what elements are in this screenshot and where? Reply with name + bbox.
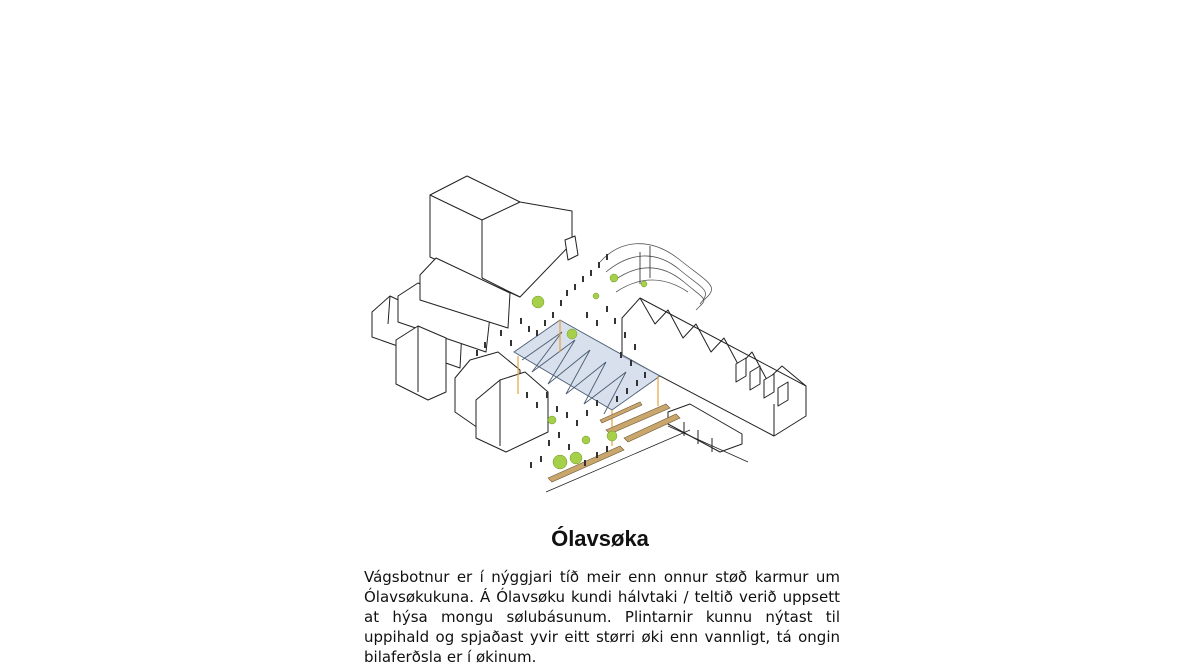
isometric-plaza-illustration (360, 168, 830, 493)
caption-body: Vágsbotnur er í nýggjari tíð meir enn onnur støð karmur um Ólavsøkukuna. Á Ólavsøku kundi hálvtaki / teltið verið uppsett at hýsa mongu sølubásunum. Plintarnir kunnu nýtast til uppihald og spjaðast yvir eitt størri øki enn vannligt, tá ongin bilaferðsla er í økinum. (364, 568, 840, 666)
buildings-bottom-left (455, 352, 548, 452)
caption-title: Ólavsøka (551, 526, 649, 551)
